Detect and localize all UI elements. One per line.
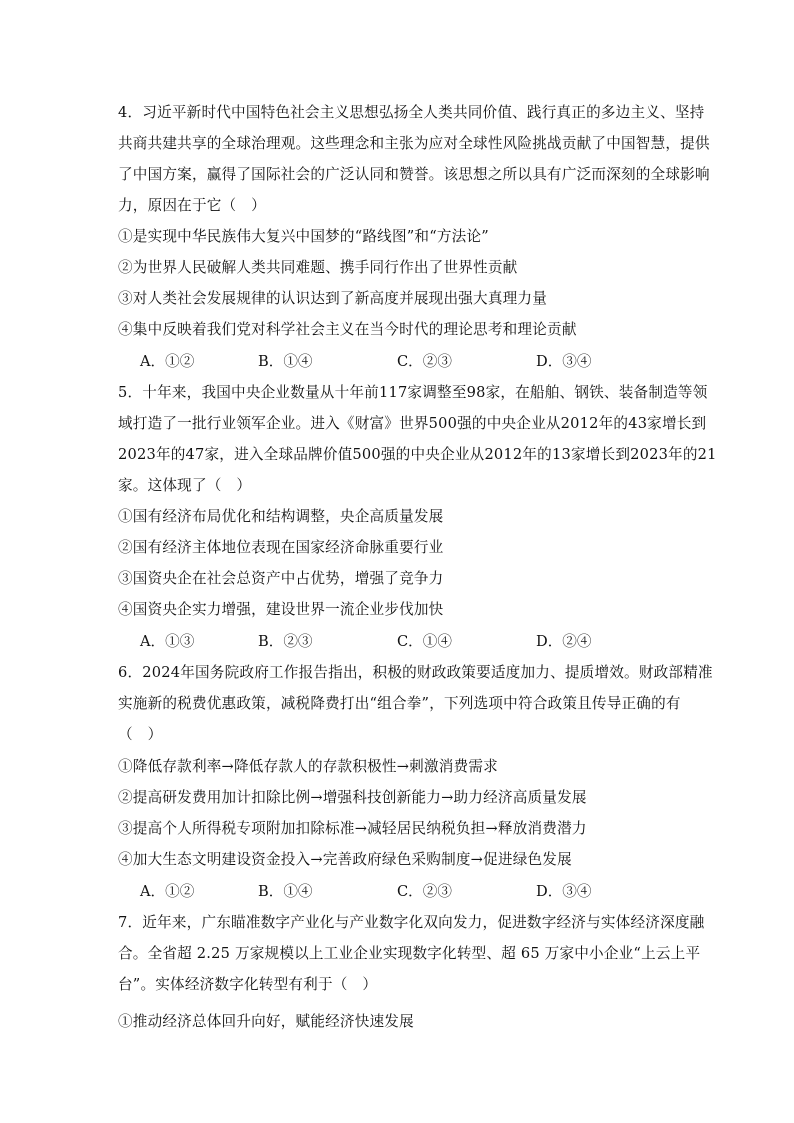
- question-5-statement-2: ②国有经济主体地位表现在国家经济命脉重要行业: [118, 539, 444, 556]
- question-4-stem-line-1: 4．习近平新时代中国特色社会主义思想弘扬全人类共同价值、践行真正的多边主义、坚持: [118, 104, 705, 121]
- option-c: C．①④: [397, 633, 452, 650]
- option-d: D．②④: [536, 633, 592, 650]
- question-4-statement-3: ③对人类社会发展规律的认识达到了新高度并展现出强大真理力量: [118, 290, 548, 307]
- question-6-stem-line-2: 实施新的税费优惠政策，减税降费打出“组合拳”，下列选项中符合政策且传导正确的有: [118, 695, 681, 712]
- question-4-stem-line-4: 力，原因在于它（ ）: [118, 197, 266, 214]
- question-6-options: [140, 882, 610, 902]
- option-a: A．①③: [140, 633, 195, 650]
- question-5-stem-line-1: 5．十年来，我国中央企业数量从十年前117家调整至98家，在船舶、钢铁、装备制造等领: [118, 384, 708, 401]
- question-5-statement-3: ③国资央企在社会总资产中占优势，增强了竞争力: [118, 570, 444, 587]
- question-7-stem-line-3: 台”。实体经济数字化转型有利于（ ）: [118, 976, 378, 993]
- question-4-statement-2: ②为世界人民破解人类共同难题、携手同行作出了世界性贡献: [118, 259, 518, 276]
- option-a: A．①②: [140, 353, 195, 370]
- question-6-statement-2: ②提高研发费用加计扣除比例→增强科技创新能力→助力经济高质量发展: [118, 789, 587, 806]
- option-b: B．②③: [258, 633, 313, 650]
- question-4-statement-4: ④集中反映着我们党对科学社会主义在当今时代的理论思考和理论贡献: [118, 321, 577, 338]
- option-c: C．②③: [397, 883, 452, 900]
- question-5-stem-line-3: 2023年的47家，进入全球品牌价值500强的中央企业从2012年的13家增长到2023年的21: [118, 446, 717, 463]
- option-c: C．②③: [397, 353, 452, 370]
- question-5-options: [140, 632, 610, 652]
- question-7-stem-line-1: 7．近年来，广东瞄准数字产业化与产业数字化双向发力，促进数字经济与实体经济深度融: [118, 914, 705, 931]
- question-6-statement-1: ①降低存款利率→降低存款人的存款积极性→刺激消费需求: [118, 758, 498, 775]
- question-6-stem-line-3: （ ）: [118, 726, 163, 743]
- question-5-statement-4: ④国资央企实力增强，建设世界一流企业步伐加快: [118, 601, 444, 618]
- question-7-stem-line-2: 合。全省超 2.25 万家规模以上工业企业实现数字化转型、超 65 万家中小企业“上云上平: [118, 945, 701, 962]
- question-4-statement-1: ①是实现中华民族伟大复兴中国梦的“路线图”和“方法论”: [118, 228, 489, 245]
- question-4-options: [140, 352, 610, 372]
- question-5-statement-1: ①国有经济布局优化和结构调整，央企高质量发展: [118, 508, 444, 525]
- question-6-statement-4: ④加大生态文明建设资金投入→完善政府绿色采购制度→促进绿色发展: [118, 851, 572, 868]
- option-b: B．①④: [258, 353, 313, 370]
- option-d: D．③④: [536, 353, 592, 370]
- question-7-statement-1: ①推动经济总体回升向好，赋能经济快速发展: [118, 1013, 414, 1030]
- option-b: B．①④: [258, 883, 313, 900]
- option-d: D．③④: [536, 883, 592, 900]
- question-4-stem-line-2: 共商共建共享的全球治理观。这些理念和主张为应对全球性风险挑战贡献了中国智慧，提供: [118, 135, 710, 152]
- question-5-stem-line-4: 家。这体现了（ ）: [118, 477, 252, 494]
- question-4-stem-line-3: 了中国方案，赢得了国际社会的广泛认同和赞誉。该思想之所以具有广泛而深刻的全球影响: [118, 166, 710, 183]
- option-a: A．①②: [140, 883, 195, 900]
- question-5-stem-line-2: 域打造了一批行业领军企业。进入《财富》世界500强的中央企业从2012年的43家增长到: [118, 415, 707, 432]
- question-6-stem-line-1: 6．2024年国务院政府工作报告指出，积极的财政政策要适度加力、提质增效。财政部精准: [118, 664, 713, 681]
- question-6-statement-3: ③提高个人所得税专项附加扣除标准→减轻居民纳税负担→释放消费潜力: [118, 820, 587, 837]
